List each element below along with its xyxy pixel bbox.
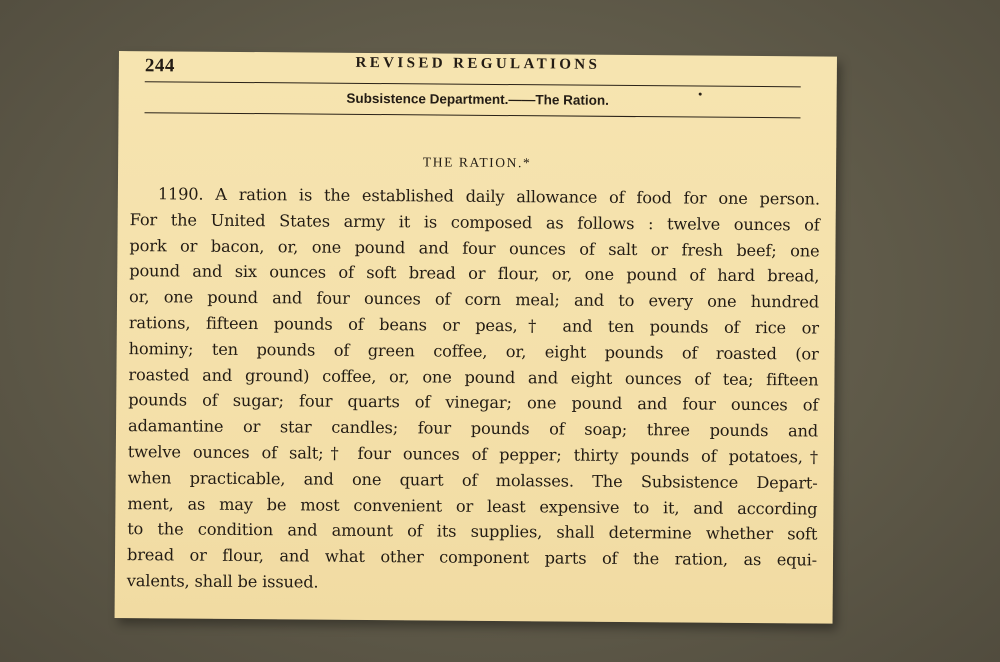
body-line: to the condition and amount of its supplies, shall determine whether soft (127, 519, 818, 544)
body-line: ment, as may be most convenient or least expensive to it, and according (127, 493, 818, 519)
body-line: or, one pound and four ounces of corn meal; and to every one hundred (128, 287, 820, 312)
body-line: twelve ounces of salt;† four ounces of pepper; thirty pounds of potatoes,† (127, 442, 818, 467)
regulation-card (115, 51, 837, 624)
body-line: valents, shall be issued. (126, 571, 319, 592)
header-rule-bottom (145, 112, 801, 118)
body-paragraph (127, 181, 820, 599)
body-line: hominy; ten pounds of green coffee, or, eight pounds of roasted (or (128, 338, 819, 364)
body-line: 1190. A ration is the established daily allowance of food for one person. (157, 184, 820, 209)
subhead: Subsistence Department.——The Ration. (346, 90, 609, 108)
body-line: bread or flour, and what other component parts of the ration, as equi- (126, 545, 818, 570)
body-line: roasted and ground) coffee, or, one pound and eight ounces of tea; fifteen (128, 364, 819, 390)
running-head: REVISED REGULATIONS (355, 54, 601, 73)
body-line: rations, fifteen pounds of beans or peas,† and ten pounds of rice or (128, 313, 819, 338)
header-rule-top (145, 81, 801, 87)
body-line: pound and six ounces of soft bread or flour, or, one pound of hard bread, (129, 261, 820, 286)
body-line: pork or bacon, or, one pound and four ounces of salt or fresh beef; one (129, 235, 820, 261)
body-line: adamantine or star candles; four pounds of soap; three pounds and (127, 416, 819, 441)
section-title: THE RATION.* (422, 154, 532, 171)
body-line: when practicable, and one quart of molasses. The Subsistence Depart- (127, 467, 818, 493)
ink-speck (699, 93, 702, 96)
page-number: 244 (144, 55, 175, 77)
body-line: pounds of sugar; four quarts of vinegar; one pound and four ounces of (128, 390, 819, 415)
body-line: For the United States army it is composed as follows : twelve ounces of (129, 209, 820, 235)
